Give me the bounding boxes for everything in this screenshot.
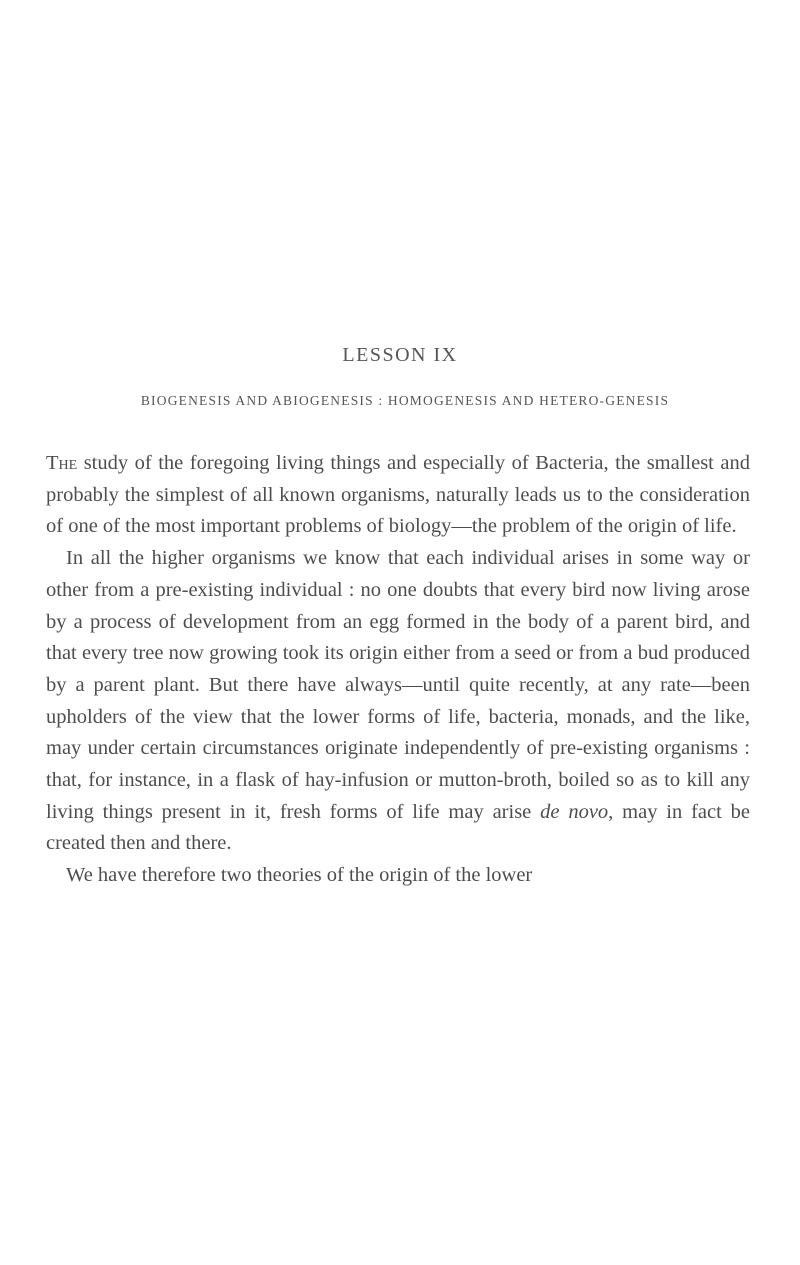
paragraph-2	[46, 543, 750, 860]
paragraph-1	[46, 448, 750, 543]
paragraph-2-text-a: In all the higher organisms we know that each individual arises in some way or other from a pre-existing individual : no one doubts that every bird now living arose by a process of development from an egg formed in the body of a parent bird, and that every tree now growing took its origin either from a seed or from a bud produced by a parent plant. But there have always—until quite recently, at any rate—been upholders of the view that the lower forms of life, bacteria, monads, and the like, may under certain circumstances originate independently of pre-existing organisms : that, for instance, in a flask of hay-infusion or mutton-broth, boiled so as to kill any living things present in it, fresh forms of life may arise	[46, 547, 750, 823]
paragraph-3-text: We have therefore two theories of the origin of the lower	[66, 864, 533, 887]
chapter-heading: BIOGENESIS AND ABIOGENESIS : HOMOGENESIS AND HETERO-GENESIS	[140, 393, 670, 408]
italic-phrase: de novo	[540, 800, 609, 823]
body-text	[46, 448, 750, 892]
paragraph-2-text-b: , may in fact be created then and there.	[46, 800, 750, 855]
paragraph-1-text: study of the foregoing living things and especially of Bacteria, the smallest and probably the simplest of all known organisms, naturally leads us to the consideration of one of the most important problems of biology—the problem of the origin of life.	[46, 452, 750, 538]
paragraph-lead-in: The	[46, 452, 78, 474]
lesson-title: LESSON IX	[342, 344, 458, 366]
paragraph-3	[46, 860, 750, 892]
